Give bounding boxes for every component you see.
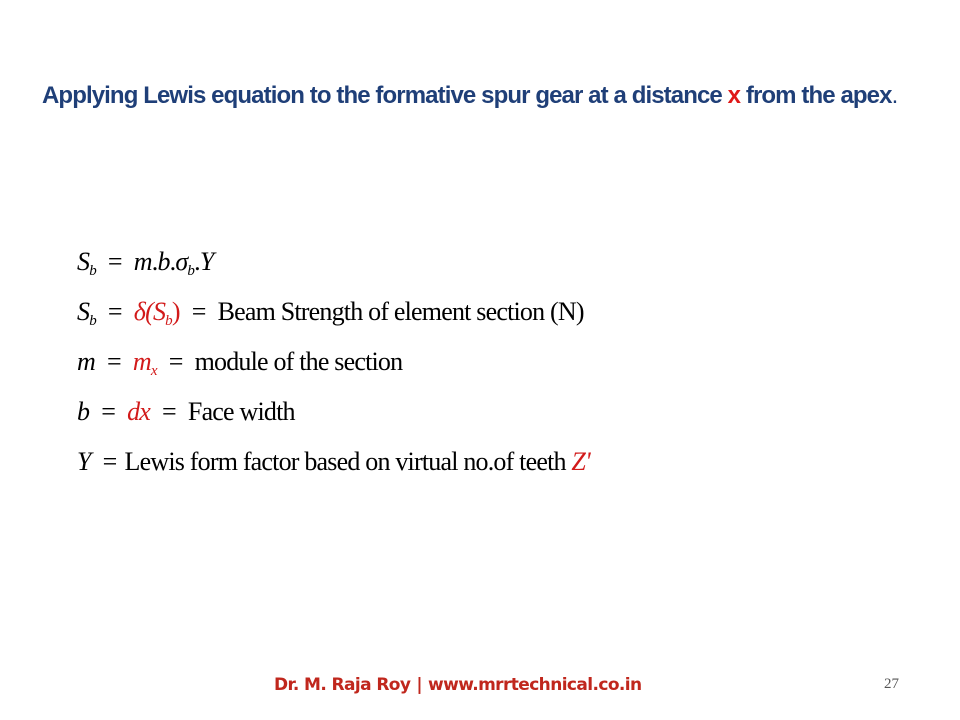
definition-text: module of the section <box>194 347 403 376</box>
symbol-sigma: σ <box>175 247 188 276</box>
footer-author: Dr. M. Raja Roy <box>274 675 411 695</box>
equation-bending-strength <box>77 242 213 282</box>
equals-sign: = <box>102 447 117 476</box>
subscript-b: b <box>187 263 195 279</box>
symbol-b: b <box>157 247 170 276</box>
symbol-dx-red: dx <box>127 397 151 426</box>
symbol-Y: Y <box>77 447 91 476</box>
heading-text-end: from the apex <box>740 82 892 109</box>
symbol-S: S <box>77 247 90 276</box>
equals-sign: = <box>162 397 176 426</box>
heading-text-start: Applying Lewis equation to the formative spur gear at a distance <box>42 82 728 109</box>
equals-sign: = <box>168 347 183 376</box>
delta-close: ) <box>171 297 180 326</box>
symbol-Y: Y <box>199 247 214 276</box>
dot: . <box>151 247 158 276</box>
equals-sign: = <box>101 397 116 426</box>
delta-open: δ( <box>133 297 153 326</box>
definition-text: Beam Strength of element section (N) <box>217 297 584 326</box>
equals-sign: = <box>107 247 122 276</box>
subscript-b: b <box>89 313 96 329</box>
slide-footer <box>274 675 642 695</box>
equals-sign: = <box>191 297 206 326</box>
symbol-m: m <box>133 247 152 276</box>
equation-face-width <box>77 392 295 432</box>
heading-variable-x: x <box>727 82 741 109</box>
symbol-Z-prime-red: Z' <box>571 447 590 476</box>
equation-form-factor <box>77 442 590 482</box>
symbol-S: S <box>77 297 90 326</box>
slide-heading <box>42 80 922 111</box>
equals-sign: = <box>106 347 121 376</box>
definition-text: Lewis form factor based on virtual no.of teeth <box>124 447 572 476</box>
symbol-b: b <box>77 397 90 426</box>
subscript-x-red: x <box>150 363 157 379</box>
equation-module <box>77 342 402 382</box>
definition-text: Face width <box>187 397 295 426</box>
symbol-S-red: S <box>152 297 166 326</box>
heading-period: . <box>891 82 898 109</box>
dot: . <box>194 247 200 276</box>
footer-website: www.mrrtechnical.co.in <box>427 675 642 695</box>
footer-separator: | <box>416 675 422 695</box>
dot: . <box>169 247 176 276</box>
subscript-b: b <box>89 263 96 279</box>
equals-sign: = <box>107 297 122 326</box>
subscript-b-red: b <box>165 313 172 329</box>
equation-beam-strength <box>77 292 584 332</box>
page-number: 27 <box>884 676 899 692</box>
symbol-m-red: m <box>132 347 151 376</box>
symbol-m: m <box>77 347 95 376</box>
